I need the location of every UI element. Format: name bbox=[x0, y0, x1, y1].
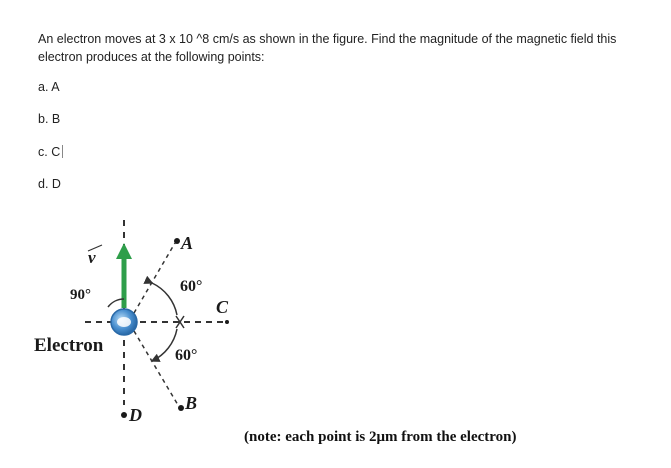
electron-highlight bbox=[117, 317, 131, 327]
option-c bbox=[38, 145, 63, 159]
angle-60-lower-label: 60° bbox=[175, 347, 198, 364]
question-text: An electron moves at 3 x 10 ^8 cm/s as shown in the figure. Find the magnitude of the magnetic field this electron produces at the following points: bbox=[38, 32, 617, 64]
point-b-label: B bbox=[185, 393, 198, 413]
line-to-a bbox=[134, 243, 175, 313]
option-a: a. A bbox=[38, 80, 60, 94]
point-a-label: A bbox=[181, 233, 194, 253]
point-a-dot bbox=[174, 238, 180, 244]
point-c-label: C bbox=[216, 297, 229, 317]
electron-figure bbox=[30, 215, 260, 440]
note-text: (note: each point is 2μm from the electron) bbox=[244, 429, 517, 445]
text-cursor bbox=[62, 145, 63, 158]
point-d-label: D bbox=[129, 405, 142, 425]
option-c-label: c. C bbox=[38, 145, 61, 159]
point-b-dot bbox=[178, 405, 184, 411]
option-b: b. B bbox=[38, 112, 61, 126]
point-c-dot bbox=[225, 320, 229, 324]
lower-angle-arc bbox=[152, 329, 177, 361]
point-d-dot bbox=[121, 412, 127, 418]
angle-90-label: 90° bbox=[70, 287, 91, 303]
upper-angle-arc bbox=[152, 283, 177, 315]
electron-label: Electron bbox=[34, 335, 104, 356]
angle-60-upper-label: 60° bbox=[180, 278, 203, 295]
velocity-label: v bbox=[88, 248, 96, 267]
option-d: d. D bbox=[38, 177, 61, 191]
figure-drawing bbox=[30, 215, 260, 440]
velocity-arrow-head bbox=[116, 243, 132, 259]
